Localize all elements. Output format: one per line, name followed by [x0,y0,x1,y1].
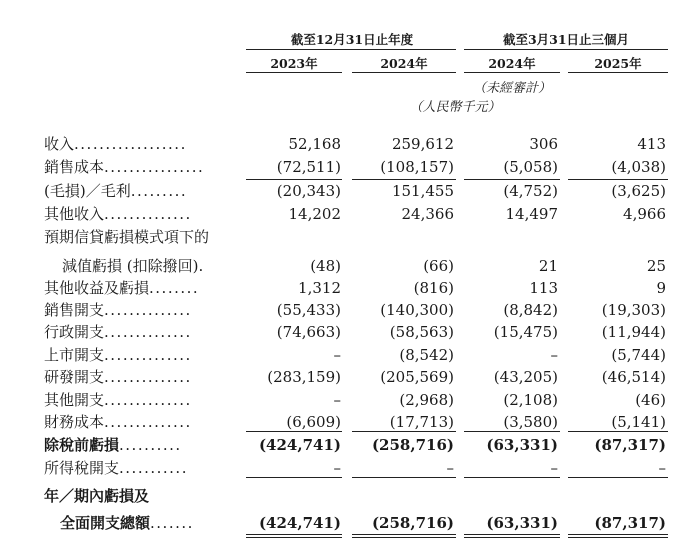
row-label-text: (毛損)／毛利 [44,182,131,200]
row-value: (11,944) [601,323,666,341]
row-value: 151,455 [391,182,454,200]
row-label [44,412,234,432]
row-label-text: 預期信貸虧損模式項下的 [44,228,210,246]
total-double-rule-4b [568,537,668,538]
subtotal-rule-1 [246,179,342,180]
row-leader-dots: ....... [150,514,194,532]
unaudited-note: （未經審計） [472,81,551,96]
row-value: (43,205) [493,368,558,386]
row-leader-dots: .............. [104,301,192,319]
row-label [44,435,234,455]
row-label-text: 收入 [44,135,75,153]
row-label-text: 所得稅開支 [44,459,120,477]
tax-rule-1 [246,477,342,478]
row-value: – [658,459,666,477]
row-value: 413 [637,135,666,153]
total-double-rule-1a [246,534,342,535]
currency-note: （人民幣千元） [409,100,501,115]
row-value: (8,842) [503,301,558,319]
subtotal-rule-4 [568,179,668,180]
row-label [44,300,234,320]
row-label [60,513,234,533]
row-label [44,486,234,506]
row-label-text: 其他收入 [44,205,105,223]
row-value: (87,317) [594,514,666,532]
row-label [44,227,234,247]
row-value: (55,433) [276,301,341,319]
year-rule-2025-q1 [568,72,668,73]
tax-rule-4 [568,477,668,478]
row-label [44,458,234,478]
year-header-2024-q1: 2024年 [488,56,536,71]
year-rule-2024 [352,72,456,73]
row-label-text: 全面開支總額 [60,514,151,532]
row-leader-dots: .............. [104,323,192,341]
row-value: (4,752) [503,182,558,200]
row-value: (66) [423,257,454,275]
row-value: 259,612 [391,135,454,153]
row-value: 1,312 [298,279,341,297]
row-label-text: 其他收益及虧損 [44,279,150,297]
annual-group-rule [246,49,456,50]
year-header-2023: 2023年 [270,56,318,71]
pretax-rule-1 [246,431,342,432]
row-value: (816) [413,279,454,297]
row-value: – [333,346,341,364]
row-leader-dots: .............. [104,368,192,386]
row-label [44,390,234,410]
row-value: (4,038) [611,158,666,176]
row-leader-dots: . [198,257,205,275]
row-label [44,181,234,201]
row-value: (5,058) [503,158,558,176]
row-label [44,134,234,154]
row-value: 21 [538,257,558,275]
row-leader-dots: .................. [74,135,187,153]
year-rule-2023 [246,72,342,73]
row-label-text: 銷售成本 [44,158,105,176]
row-value: (2,108) [503,391,558,409]
row-value: (58,563) [389,323,454,341]
row-label [44,322,234,342]
row-leader-dots: .............. [104,391,192,409]
year-header-2024: 2024年 [380,56,428,71]
row-value: (63,331) [486,436,558,454]
row-value: (5,744) [611,346,666,364]
row-label-text: 其他開支 [44,391,105,409]
row-value: (48) [310,257,341,275]
row-value: (20,343) [276,182,341,200]
annual-group-header: 截至12月31日止年度 [290,32,414,47]
row-leader-dots: .............. [104,346,192,364]
row-value: (17,713) [389,413,454,431]
row-value: 9 [656,279,666,297]
row-leader-dots: ................ [104,158,205,176]
subtotal-rule-3 [464,179,560,180]
row-value: – [446,459,454,477]
row-value: – [550,346,558,364]
row-value: (108,157) [380,158,454,176]
pretax-rule-2 [352,431,456,432]
total-double-rule-3a [464,534,560,535]
total-double-rule-2a [352,534,456,535]
row-value: (19,303) [601,301,666,319]
row-value: (63,331) [486,514,558,532]
quarter-group-header: 截至3月31日止三個月 [502,32,630,47]
row-label-text: 研發開支 [44,368,105,386]
row-value: (3,625) [611,182,666,200]
tax-rule-2 [352,477,456,478]
row-value: (2,968) [399,391,454,409]
row-value: 113 [529,279,558,297]
tax-rule-3 [464,477,560,478]
row-value: 25 [646,257,666,275]
row-value: 14,497 [505,205,558,223]
total-double-rule-1b [246,537,342,538]
row-value: (140,300) [380,301,454,319]
row-label-text: 上市開支 [44,346,105,364]
row-value: (87,317) [594,436,666,454]
row-leader-dots: ......... [130,182,188,200]
row-value: 4,966 [623,205,666,223]
row-value: (5,141) [611,413,666,431]
row-value: (3,580) [503,413,558,431]
pretax-rule-4 [568,431,668,432]
row-label-text: 行政開支 [44,323,105,341]
row-value: 14,202 [288,205,341,223]
row-label [44,157,234,177]
row-value: (283,159) [267,368,341,386]
row-value: (46,514) [601,368,666,386]
row-value: (15,475) [493,323,558,341]
row-value: (6,609) [286,413,341,431]
row-label-text: 除稅前虧損 [44,436,120,454]
row-value: (424,741) [258,436,341,454]
row-value: (72,511) [276,158,341,176]
row-label [62,256,234,276]
row-value: – [550,459,558,477]
row-label-text: 年／期內虧損及 [44,487,150,505]
row-leader-dots: ........ [149,279,200,297]
row-leader-dots: .............. [104,413,192,431]
quarter-group-rule [464,49,668,50]
subtotal-rule-2 [352,179,456,180]
row-value: – [333,391,341,409]
row-value: (74,663) [276,323,341,341]
row-value: (258,716) [371,514,454,532]
row-value: (205,569) [380,368,454,386]
row-value: (46) [635,391,666,409]
total-double-rule-2b [352,537,456,538]
row-label [44,367,234,387]
row-label-text: 銷售開支 [44,301,105,319]
row-leader-dots: .............. [104,205,192,223]
row-value: (424,741) [258,514,341,532]
total-double-rule-4a [568,534,668,535]
row-label-text: 減值虧損 (扣除撥回) [62,257,199,275]
row-value: 52,168 [288,135,341,153]
row-value: 24,366 [401,205,454,223]
row-leader-dots: ........... [119,459,188,477]
row-label [44,345,234,365]
row-label-text: 財務成本 [44,413,105,431]
pretax-rule-3 [464,431,560,432]
total-double-rule-3b [464,537,560,538]
row-value: (258,716) [371,436,454,454]
row-value: (8,542) [399,346,454,364]
row-label [44,278,234,298]
row-value: – [333,459,341,477]
year-rule-2024-q1 [464,72,560,73]
row-value: 306 [529,135,558,153]
year-header-2025-q1: 2025年 [594,56,642,71]
row-label [44,204,234,224]
row-leader-dots: .......... [119,436,182,454]
